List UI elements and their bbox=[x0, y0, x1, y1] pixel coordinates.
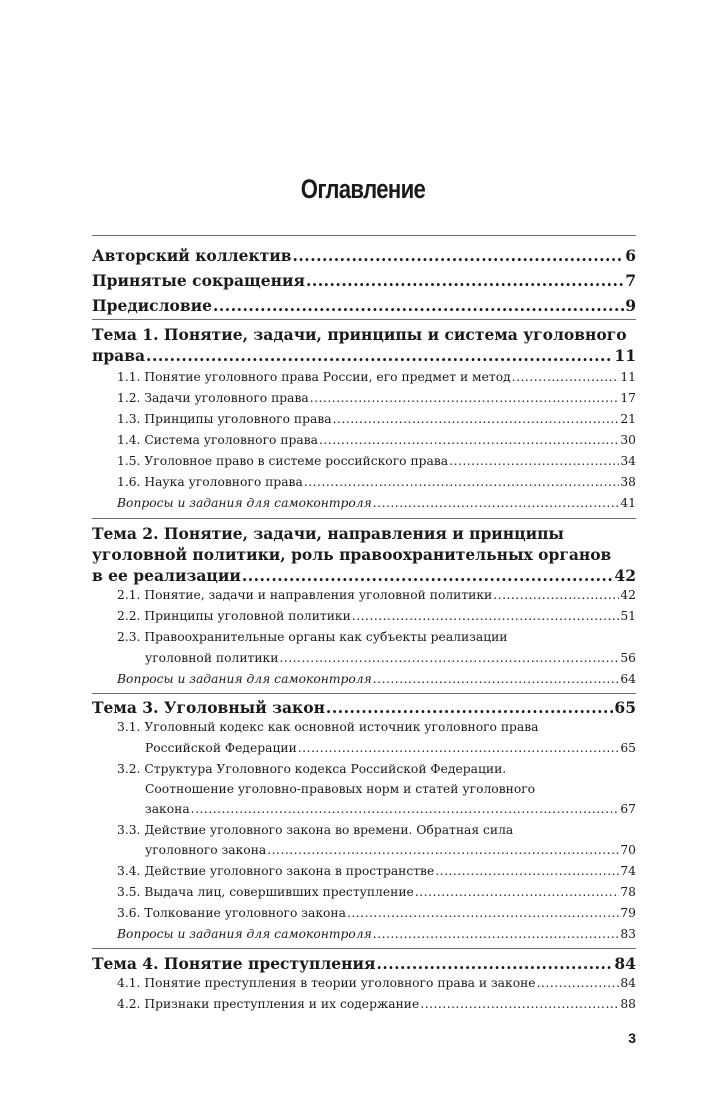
toc-page-number: 83 bbox=[620, 927, 636, 941]
dot-leader bbox=[298, 741, 620, 755]
dot-leader bbox=[267, 843, 619, 857]
toc-subentry[interactable] bbox=[145, 802, 636, 816]
toc-page-number: 11 bbox=[620, 370, 636, 384]
toc-entry-title: 3.1. Уголовный кодекс как основной источник уголовного права bbox=[117, 720, 539, 734]
toc-entry-title: 2.2. Принципы уголовной политики bbox=[117, 609, 351, 623]
toc-topic-4[interactable] bbox=[92, 954, 636, 973]
toc-entry-abbreviations[interactable] bbox=[92, 271, 636, 290]
dot-leader bbox=[146, 346, 613, 365]
toc-questions-entry[interactable] bbox=[117, 672, 636, 686]
dot-leader bbox=[306, 271, 624, 290]
toc-topic-title: Тема 2. Понятие, задачи, направления и принципы bbox=[92, 524, 564, 543]
toc-page-number: 51 bbox=[620, 609, 636, 623]
dot-leader bbox=[326, 698, 614, 717]
toc-subentry[interactable] bbox=[117, 609, 636, 623]
page-number: 3 bbox=[628, 1030, 636, 1046]
toc-page-number: 70 bbox=[620, 843, 636, 857]
toc-entry-authors[interactable] bbox=[92, 246, 636, 265]
toc-entry-title: Авторский коллектив bbox=[92, 246, 292, 265]
toc-topic-title: в ее реализации bbox=[92, 566, 241, 585]
toc-entry-title: 4.1. Понятие преступления в теории уголовного права и законе bbox=[117, 976, 536, 990]
toc-subentry[interactable] bbox=[117, 454, 636, 468]
toc-subentry[interactable] bbox=[117, 412, 636, 426]
toc-entry-title: 3.6. Толкование уголовного закона bbox=[117, 906, 346, 920]
toc-entry-title: Принятые сокращения bbox=[92, 271, 305, 290]
toc-entry-title: 3.4. Действие уголовного закона в пространстве bbox=[117, 864, 435, 878]
toc-subentry-line[interactable] bbox=[117, 762, 636, 776]
toc-page-number: 21 bbox=[620, 412, 636, 426]
dot-leader bbox=[293, 246, 625, 265]
page-title: Оглавление bbox=[300, 174, 426, 204]
toc-subentry[interactable] bbox=[117, 475, 636, 489]
toc-entry-title: уголовной политики bbox=[145, 651, 279, 665]
toc-entry-title: Соотношение уголовно-правовых норм и статей уголовного bbox=[145, 782, 536, 796]
section-divider bbox=[92, 518, 636, 519]
toc-topic-title: уголовной политики, роль правоохранительных органов bbox=[92, 545, 612, 564]
toc-entry-title: Вопросы и задания для самоконтроля bbox=[117, 672, 372, 686]
dot-leader bbox=[373, 496, 620, 510]
dot-leader bbox=[376, 954, 613, 973]
dot-leader bbox=[449, 454, 619, 468]
toc-page-number: 11 bbox=[614, 346, 636, 365]
toc-entry-title: 1.1. Понятие уголовного права России, его предмет и метод bbox=[117, 370, 511, 384]
toc-subentry[interactable] bbox=[117, 885, 636, 899]
toc-entry-title: 1.6. Наука уголовного права bbox=[117, 475, 303, 489]
toc-entry-title: 2.3. Правоохранительные органы как субъекты реализации bbox=[117, 630, 508, 644]
toc-topic-title: Тема 3. Уголовный закон bbox=[92, 698, 325, 717]
toc-entry-title: Вопросы и задания для самоконтроля bbox=[117, 927, 372, 941]
dot-leader bbox=[420, 997, 619, 1011]
toc-entry-title: Российской Федерации bbox=[145, 741, 297, 755]
dot-leader bbox=[191, 802, 620, 816]
toc-page-number: 84 bbox=[614, 954, 636, 973]
dot-leader bbox=[319, 433, 619, 447]
dot-leader bbox=[242, 566, 614, 585]
toc-page-number: 65 bbox=[620, 741, 636, 755]
toc-entry-title: уголовного закона bbox=[145, 843, 267, 857]
toc-subentry[interactable] bbox=[117, 997, 636, 1011]
toc-entry-title: закона bbox=[145, 802, 190, 816]
toc-subentry-line[interactable] bbox=[117, 720, 636, 734]
toc-topic-2[interactable] bbox=[92, 566, 636, 585]
toc-subentry[interactable] bbox=[117, 433, 636, 447]
section-divider bbox=[92, 319, 636, 320]
toc-subentry[interactable] bbox=[145, 843, 636, 857]
toc-page-number: 30 bbox=[620, 433, 636, 447]
toc-subentry[interactable] bbox=[117, 976, 636, 990]
dot-leader bbox=[373, 927, 620, 941]
toc-entry-title: Вопросы и задания для самоконтроля bbox=[117, 496, 372, 510]
toc-questions-entry[interactable] bbox=[117, 496, 636, 510]
toc-page-number: 34 bbox=[620, 454, 636, 468]
toc-page-number: 78 bbox=[620, 885, 636, 899]
dot-leader bbox=[493, 588, 619, 602]
dot-leader bbox=[435, 864, 619, 878]
toc-entry-title: 1.3. Принципы уголовного права bbox=[117, 412, 332, 426]
section-divider bbox=[92, 235, 636, 236]
toc-questions-entry[interactable] bbox=[117, 927, 636, 941]
toc-entry-title: 2.1. Понятие, задачи и направления уголовной политики bbox=[117, 588, 493, 602]
dot-leader bbox=[304, 475, 620, 489]
toc-subentry[interactable] bbox=[145, 651, 636, 665]
toc-topic-1-title-line[interactable] bbox=[92, 325, 636, 344]
toc-entry-title: 4.2. Признаки преступления и их содержание bbox=[117, 997, 420, 1011]
toc-page-number: 67 bbox=[620, 802, 636, 816]
toc-subentry[interactable] bbox=[117, 906, 636, 920]
toc-entry-title: 1.5. Уголовное право в системе российского права bbox=[117, 454, 449, 468]
toc-entry-title: 3.2. Структура Уголовного кодекса Российской Федерации. bbox=[117, 762, 507, 776]
toc-page-number: 74 bbox=[620, 864, 636, 878]
toc-entry-title: 3.3. Действие уголовного закона во времени. Обратная сила bbox=[117, 823, 514, 837]
dot-leader bbox=[310, 391, 620, 405]
toc-page-number: 65 bbox=[614, 698, 636, 717]
toc-entry-title: 1.2. Задачи уголовного права bbox=[117, 391, 309, 405]
toc-topic-title: права bbox=[92, 346, 146, 365]
dot-leader bbox=[279, 651, 619, 665]
toc-page-number: 42 bbox=[620, 588, 636, 602]
toc-page-number: 7 bbox=[625, 271, 636, 290]
section-divider bbox=[92, 948, 636, 949]
toc-page-number: 6 bbox=[625, 246, 636, 265]
toc-topic-2-title-line[interactable] bbox=[92, 524, 636, 543]
dot-leader bbox=[415, 885, 620, 899]
dot-leader bbox=[333, 412, 620, 426]
toc-entry-title: 1.4. Система уголовного права bbox=[117, 433, 318, 447]
dot-leader bbox=[512, 370, 620, 384]
dot-leader bbox=[352, 609, 620, 623]
toc-entry-title: Предисловие bbox=[92, 296, 212, 315]
toc-entry-preface[interactable] bbox=[92, 296, 636, 315]
dot-leader bbox=[373, 672, 620, 686]
toc-subentry[interactable] bbox=[117, 391, 636, 405]
toc-page-number: 9 bbox=[625, 296, 636, 315]
toc-page-number: 42 bbox=[614, 566, 636, 585]
toc-subentry[interactable] bbox=[145, 741, 636, 755]
toc-page-number: 84 bbox=[620, 976, 636, 990]
section-divider bbox=[92, 693, 636, 694]
toc-page-number: 41 bbox=[620, 496, 636, 510]
toc-page-number: 38 bbox=[620, 475, 636, 489]
dot-leader bbox=[537, 976, 620, 990]
toc-topic-title: Тема 1. Понятие, задачи, принципы и система уголовного bbox=[92, 325, 627, 344]
toc-topic-2-title-line[interactable] bbox=[92, 545, 636, 564]
toc-subentry-line[interactable] bbox=[145, 782, 636, 796]
toc-subentry[interactable] bbox=[117, 864, 636, 878]
toc-subentry-line[interactable] bbox=[117, 630, 636, 644]
toc-topic-3[interactable] bbox=[92, 698, 636, 717]
toc-subentry-line[interactable] bbox=[117, 823, 636, 837]
toc-topic-title: Тема 4. Понятие преступления bbox=[92, 954, 376, 973]
dot-leader bbox=[213, 296, 624, 315]
toc-subentry[interactable] bbox=[117, 370, 636, 384]
toc-page-number: 56 bbox=[620, 651, 636, 665]
toc-subentry[interactable] bbox=[117, 588, 636, 602]
toc-page-number: 64 bbox=[620, 672, 636, 686]
toc-page-number: 79 bbox=[620, 906, 636, 920]
toc-topic-1[interactable] bbox=[92, 346, 636, 365]
toc-entry-title: 3.5. Выдача лиц, совершивших преступление bbox=[117, 885, 414, 899]
dot-leader bbox=[347, 906, 619, 920]
toc-page-number: 88 bbox=[620, 997, 636, 1011]
toc-page-number: 17 bbox=[620, 391, 636, 405]
